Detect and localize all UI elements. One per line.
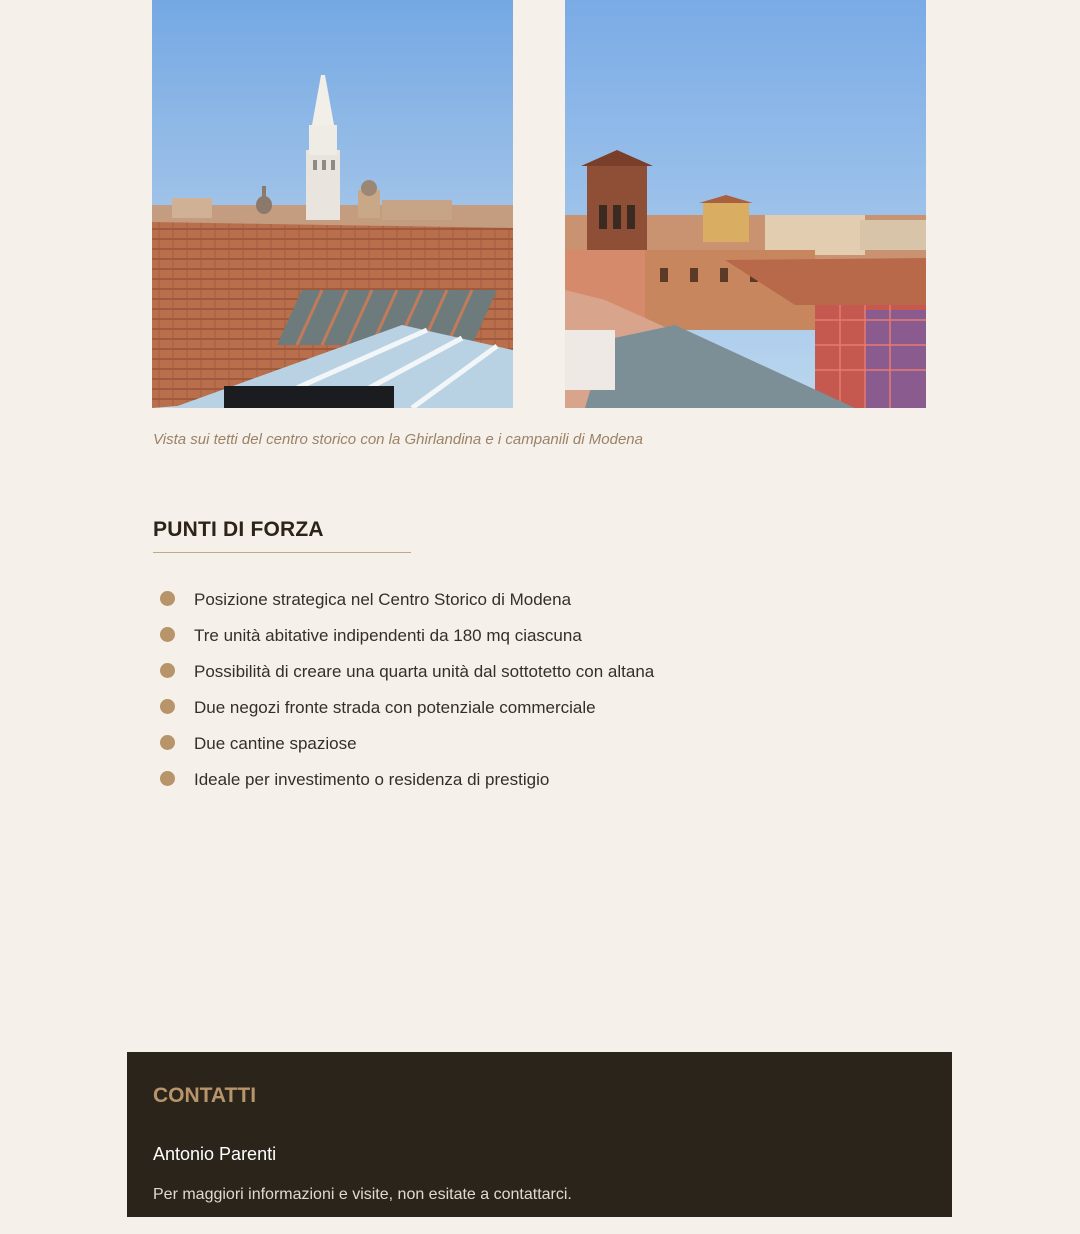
contact-note: Per maggiori informazioni e visite, non esitate a contattarci. (153, 1186, 572, 1203)
list-item (160, 618, 654, 654)
contact-title: CONTATTI (153, 1084, 257, 1107)
photo-caption: Vista sui tetti del centro storico con la Ghirlandina e i campanili di Modena (153, 431, 643, 448)
list-item (160, 726, 654, 762)
bullet-icon (160, 591, 175, 606)
feature-text: Ideale per investimento o residenza di prestigio (194, 770, 550, 789)
list-item (160, 582, 654, 618)
feature-text: Due cantine spaziose (194, 734, 357, 753)
feature-text: Tre unità abitative indipendenti da 180 mq ciascuna (194, 626, 582, 645)
strengths-title: PUNTI DI FORZA (153, 518, 324, 541)
contact-box (127, 1052, 952, 1217)
bullet-icon (160, 663, 175, 678)
list-item (160, 654, 654, 690)
list-item (160, 690, 654, 726)
feature-text: Possibilità di creare una quarta unità dal sottotetto con altana (194, 662, 655, 681)
bullet-icon (160, 627, 175, 642)
strengths-list (160, 582, 654, 798)
feature-text: Posizione strategica nel Centro Storico di Modena (194, 590, 572, 609)
photo-ghirlandina-rooftops (152, 0, 513, 408)
contact-name: Antonio Parenti (153, 1144, 277, 1164)
photo-campanile-rooftops (565, 0, 926, 408)
bullet-icon (160, 735, 175, 750)
bullet-icon (160, 771, 175, 786)
list-item (160, 762, 654, 798)
feature-text: Due negozi fronte strada con potenziale commerciale (194, 698, 596, 717)
strengths-divider (153, 552, 411, 553)
bullet-icon (160, 699, 175, 714)
